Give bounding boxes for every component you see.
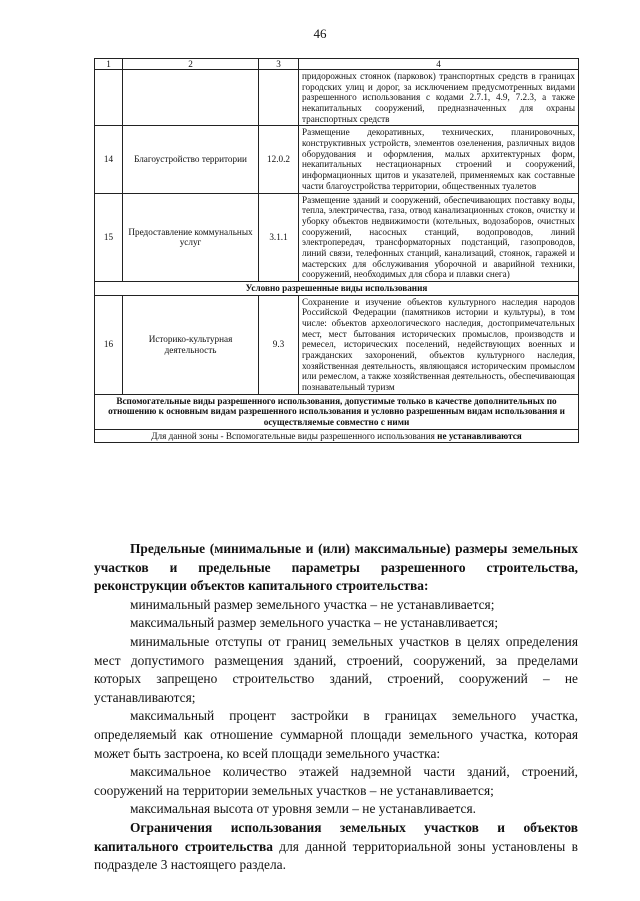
page-number: 46	[313, 26, 327, 41]
parameters-heading: Предельные (минимальные и (или) максимальные) размеры земельных участков и предельные параметры разрешенного строительства, реконструкции объектов капитального строительства:	[94, 541, 578, 594]
use-type-name: Предоставление коммунальных услуг	[123, 193, 259, 281]
use-type-description: Размещение декоративных, технических, планировочных, конструктивных устройств, элементов озеленения, различных видов оборудования и оформления, малых архитектурных форм, некапитальных нестационарных строений и сооружений, информационных щитов и указателей, применяемых как составные части благоустройства территории, общественных туалетов	[299, 126, 579, 193]
table-row	[95, 126, 579, 193]
zone-parameters-text	[94, 540, 578, 875]
section-header-row	[95, 394, 579, 429]
paragraph: минимальные отступы от границ земельных участков в целях определения мест допустимого размещения зданий, строений, сооружений, за пределами которых запрещено строительство зданий, строений, сооружений – не устанавливаются;	[94, 633, 578, 705]
paragraph: максимальный размер земельного участка – не устанавливается;	[130, 615, 499, 631]
continued-description: придорожных стоянок (парковок) транспортных средств в границах городских улиц и дорог, за исключением предусмотренных видами разрешенного использования с кодами 2.7.1, 4.9, 7.2.3, а также некапитальных сооружений, предназначенных для охраны транспортных средств	[299, 70, 579, 126]
paragraph: максимальное количество этажей надземной части зданий, строений, сооружений на территории земельных участков – не устанавливается;	[94, 764, 578, 798]
use-type-code: 9.3	[259, 295, 299, 394]
header-cell: 2	[123, 59, 259, 70]
table-header-row	[95, 59, 579, 70]
header-cell: 1	[95, 59, 123, 70]
auxiliary-note-text: Для данной зоны - Вспомогательные виды разрешенного использования	[151, 430, 438, 441]
paragraph: максимальная высота от уровня земли – не устанавливается.	[130, 801, 476, 817]
use-type-description: Сохранение и изучение объектов культурного наследия народов Российской Федерации (памятников истории и культуры), в том числе: объектов археологического наследия, достопримечательных мест, мест бытования исторических промыслов, производств и ремесел, исторических поселений, недействующих военных и гражданских захоронений, объектов культурного наследия, хозяйственная деятельность, являющаяся историческим промыслом или ремеслом, а также хозяйственная деятельность, обеспечивающая познавательный туризм	[299, 295, 579, 394]
use-type-name: Благоустройство территории	[123, 126, 259, 193]
table-row	[95, 193, 579, 281]
auxiliary-note-bold: не устанавливаются	[437, 430, 522, 441]
permitted-use-table	[94, 58, 579, 443]
restrictions-bold: Ограничения использования земельных участков и объектов капитального строительства	[94, 819, 578, 854]
conditional-uses-header: Условно разрешенные виды использования	[95, 281, 579, 295]
use-type-code: 3.1.1	[259, 193, 299, 281]
section-header-row	[95, 281, 579, 295]
row-number: 16	[95, 295, 123, 394]
row-number: 15	[95, 193, 123, 281]
table-row	[95, 295, 579, 394]
row-number: 14	[95, 126, 123, 193]
use-type-description: Размещение зданий и сооружений, обеспечивающих поставку воды, тепла, электричества, газа, отвод канализационных стоков, очистку и уборку объектов недвижимости (котельных, водозаборов, очистных сооружений, насосных станций, водопроводов, линий электропередач, трансформаторных подстанций, газопроводов, линий связи, телефонных станций, канализаций, стоянок, гаражей и мастерских для обслуживания уборочной и аварийной техники, сооружений, необходимых для сбора и плавки снега)	[299, 193, 579, 281]
header-cell: 4	[299, 59, 579, 70]
use-type-name: Историко-культурная деятельность	[123, 295, 259, 394]
paragraph: максимальный процент застройки в границах земельного участка, определяемый как отношение суммарной площади земельного участка, которая может быть застроена, ко всей площади земельного участка:	[94, 708, 578, 761]
auxiliary-uses-note	[95, 429, 579, 443]
use-type-code: 12.0.2	[259, 126, 299, 193]
restrictions-paragraph	[94, 819, 578, 875]
auxiliary-uses-header: Вспомогательные виды разрешенного использования, допустимые только в качестве дополнительных по отношению к основным видам разрешенного использования и условно разрешенным видам использования и осуществляемые совместно с ними	[95, 394, 579, 429]
paragraph: минимальный размер земельного участка – не устанавливается;	[130, 596, 495, 612]
table-row	[95, 429, 579, 443]
header-cell: 3	[259, 59, 299, 70]
table-row	[95, 70, 579, 126]
restrictions-text: для данной территориальной зоны установлены в подразделе 3 настоящего раздела.	[94, 838, 578, 873]
